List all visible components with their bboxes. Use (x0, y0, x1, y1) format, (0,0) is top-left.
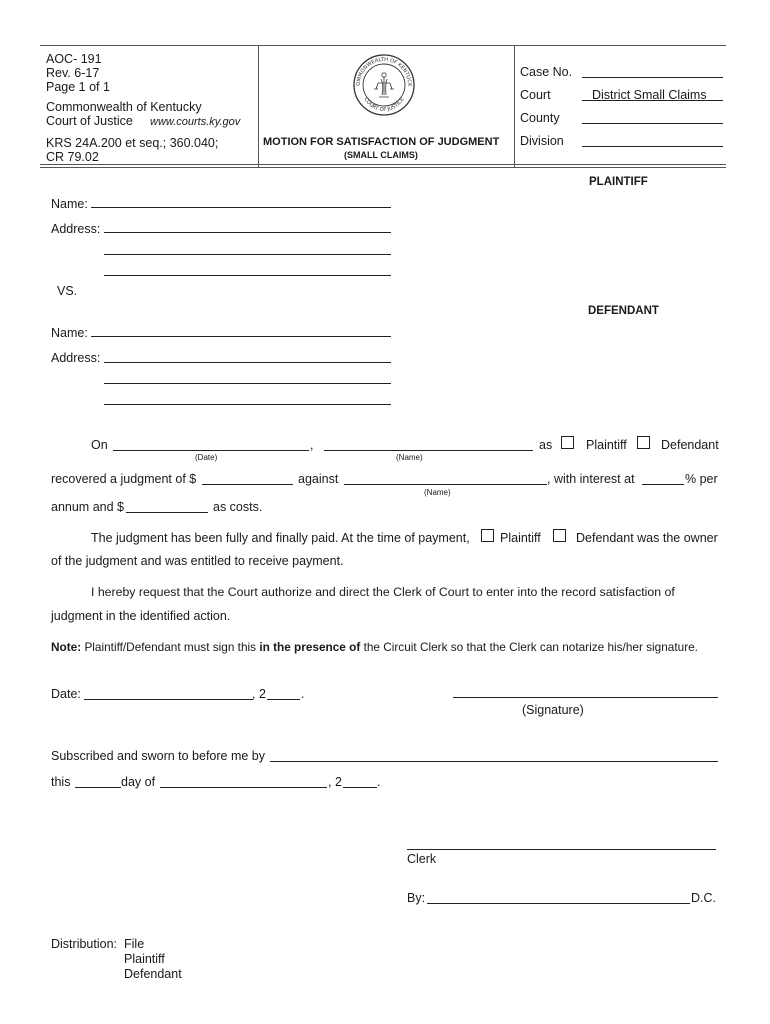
note-label: Note: (51, 640, 82, 654)
sworn-year-field[interactable] (343, 774, 377, 788)
plaintiff-name-label: Name: (51, 197, 88, 211)
sworn-period: . (377, 775, 381, 789)
clerk-signature-field[interactable] (407, 836, 716, 850)
distribution-label: Distribution: (51, 937, 117, 951)
note-text-1: Plaintiff/Defendant must sign this (84, 640, 257, 654)
plaintiff-heading: PLAINTIFF (589, 176, 648, 188)
statute-line1: KRS 24A.200 et seq.; 360.040; (46, 136, 219, 150)
date-caption: (Date) (195, 453, 218, 462)
as-defendant-label: Defendant (661, 438, 719, 452)
county-label: County (520, 111, 560, 125)
form-page: Page 1 of 1 (46, 80, 110, 94)
on-comma: , (310, 438, 314, 452)
sworn-name-field[interactable] (270, 748, 718, 762)
dc-label: D.C. (691, 891, 716, 905)
by-label: By: (407, 891, 426, 905)
note (51, 640, 698, 654)
owner-plaintiff-checkbox[interactable] (481, 529, 494, 542)
as-plaintiff-checkbox[interactable] (561, 436, 574, 449)
judgment-date-field[interactable] (113, 437, 309, 451)
request-text: I hereby request that the Court authorize and direct the Clerk of Court to enter into the record satisfaction of (91, 585, 675, 599)
year-prefix: , 2 (252, 687, 266, 701)
name-caption-2: (Name) (424, 488, 451, 497)
day-of-label: day of (121, 775, 156, 789)
statute-line2: CR 79.02 (46, 150, 99, 164)
paid-text-2: of the judgment and was entitled to receive payment. (51, 554, 344, 568)
as-defendant-checkbox[interactable] (637, 436, 650, 449)
percent-per: % per (685, 472, 718, 486)
note-bold: in the presence of (259, 640, 361, 654)
form-rev: Rev. 6-17 (46, 66, 100, 80)
against-text: against (298, 472, 339, 486)
court-value: District Small Claims (592, 88, 707, 102)
sworn-label: Subscribed and sworn to before me by (51, 749, 266, 763)
distribution-item-plaintiff: Plaintiff (124, 952, 165, 966)
form-subtitle: (SMALL CLAIMS) (344, 150, 418, 160)
header-bottom-rule-1 (40, 164, 726, 165)
as-costs: as costs. (213, 500, 263, 514)
on-label: On (91, 438, 108, 452)
division-field[interactable] (582, 133, 723, 147)
sign-year-field[interactable] (267, 686, 300, 700)
defendant-heading: DEFENDANT (588, 305, 659, 317)
header-bottom-rule-2 (40, 167, 726, 168)
header-divider-right (514, 45, 515, 167)
seal-text-bottom: COURT OF JUSTICE (362, 96, 406, 114)
judgment-party-name-field[interactable] (324, 437, 533, 451)
judgment-amount-field[interactable] (202, 471, 293, 485)
deputy-clerk-field[interactable] (427, 890, 690, 904)
header-divider-left (258, 45, 259, 167)
note-text-2: the Circuit Clerk so that the Clerk can notarize his/her signature. (363, 640, 698, 654)
annum-text: annum and $ (51, 500, 124, 514)
county-field[interactable] (582, 110, 723, 124)
owner-plaintiff-label: Plaintiff (500, 531, 541, 545)
plaintiff-address-field-3[interactable] (104, 262, 391, 276)
request-text-2: judgment in the identified action. (51, 609, 231, 623)
case-no-label: Case No. (520, 65, 573, 79)
date-label: Date: (51, 687, 81, 701)
paid-text: The judgment has been fully and finally paid. At the time of payment, (91, 531, 470, 545)
sworn-month-field[interactable] (160, 774, 327, 788)
sign-date-field[interactable] (84, 686, 253, 700)
case-no-field[interactable] (582, 64, 723, 78)
plaintiff-address-label: Address: (51, 222, 101, 236)
seal-text-top: OMMONWEALTH OF KENTUCK (355, 56, 413, 87)
division-label: Division (520, 134, 564, 148)
signature-field[interactable] (453, 684, 718, 698)
court-seal-icon (352, 53, 416, 117)
this-label: this (51, 775, 71, 789)
interest-text: , with interest at (547, 472, 635, 486)
year-prefix-2: , 2 (328, 775, 342, 789)
sworn-day-field[interactable] (75, 774, 121, 788)
form-title: MOTION FOR SATISFACTION OF JUDGMENT (263, 136, 500, 148)
clerk-label: Clerk (407, 852, 437, 866)
vs-label: VS. (57, 284, 78, 298)
defendant-name-field[interactable] (91, 323, 391, 337)
court-of-justice: Court of Justice (46, 114, 133, 128)
defendant-address-field-3[interactable] (104, 391, 391, 405)
signature-caption: (Signature) (522, 703, 584, 717)
interest-rate-field[interactable] (642, 471, 684, 485)
name-caption-1: (Name) (396, 453, 423, 462)
recovered-text: recovered a judgment of $ (51, 472, 197, 486)
plaintiff-address-field-1[interactable] (104, 219, 391, 233)
form-id: AOC- 191 (46, 52, 102, 66)
defendant-name-label: Name: (51, 326, 88, 340)
distribution-item-file: File (124, 937, 145, 951)
court-label: Court (520, 88, 551, 102)
defendant-address-field-1[interactable] (104, 349, 391, 363)
defendant-address-label: Address: (51, 351, 101, 365)
plaintiff-name-field[interactable] (91, 194, 391, 208)
header-top-rule (40, 45, 726, 46)
against-name-field[interactable] (344, 471, 547, 485)
owner-defendant-checkbox[interactable] (553, 529, 566, 542)
as-plaintiff-label: Plaintiff (586, 438, 627, 452)
distribution-item-defendant: Defendant (124, 967, 182, 981)
website: www.courts.ky.gov (150, 116, 241, 128)
owner-defendant-label: Defendant was the owner (576, 531, 718, 545)
as-label: as (539, 438, 553, 452)
defendant-address-field-2[interactable] (104, 370, 391, 384)
costs-amount-field[interactable] (126, 499, 208, 513)
plaintiff-address-field-2[interactable] (104, 241, 391, 255)
state-name: Commonwealth of Kentucky (46, 100, 202, 114)
date-period: . (301, 687, 305, 701)
